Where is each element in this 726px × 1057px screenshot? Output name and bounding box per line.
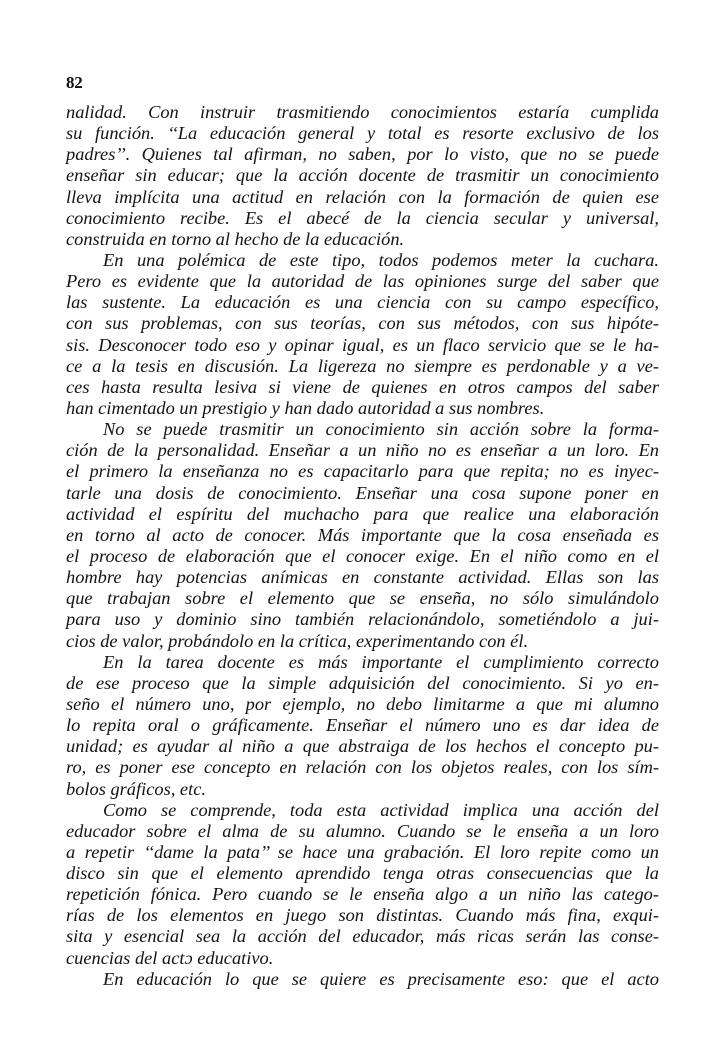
text-line: las sustente. La educación es una ciencia con su campo específico,: [66, 292, 659, 313]
text-line: En la tarea docente es más importante el cumplimiento correcto: [103, 651, 659, 672]
text-line: padres’’. Quienes tal afirman, no saben, por lo visto, que no se puede: [66, 144, 659, 165]
text-line: En una polémica de este tipo, todos podemos meter la cuchara.: [103, 249, 659, 270]
text-line: conocimiento recibe. Es el abecé de la ciencia secular y universal,: [66, 207, 659, 228]
page-number: 82: [66, 73, 83, 92]
text-line: el proceso de elaboración que el conocer exige. En el niño como en el: [66, 545, 659, 566]
text-line: En educación lo que se quiere es precisamente eso: que el acto: [103, 968, 659, 989]
text-line: sis. Desconocer todo eso y opinar igual, es un flaco servicio que se le ha-: [66, 334, 659, 355]
text-line: el primero la enseñanza no es capacitarlo para que repita; no es inyec-: [66, 461, 659, 482]
text-line: Como se comprende, toda esta actividad implica una acción del: [103, 799, 659, 820]
text-line: con sus problemas, con sus teorías, con sus métodos, con sus hipóte-: [66, 313, 659, 334]
text-line: construida en torno al hecho de la educación.: [66, 228, 405, 249]
paragraph-3: [66, 419, 659, 652]
text-line: No se puede trasmitir un conocimiento sin acción sobre la forma-: [103, 419, 659, 440]
text-line: tarle una dosis de conocimiento. Enseñar una cosa supone poner en: [66, 482, 659, 503]
text-line: repetición fónica. Pero cuando se le enseña algo a un niño las catego-: [66, 884, 659, 905]
text-line: ce a la tesis en discusión. La ligereza no siempre es perdonable y a ve-: [66, 355, 659, 376]
text-line: a repetir ‘‘dame la pata’’ se hace una grabación. El loro repite como un: [66, 841, 659, 862]
text-line: bolos gráficos, etc.: [66, 778, 206, 799]
text-line: lleva implícita una actitud en relación con la formación de quien ese: [66, 186, 659, 207]
text-line: cuencias del actɔ educativo.: [66, 947, 274, 968]
text-line: lo repita oral o gráficamente. Enseñar el número uno es dar idea de: [66, 715, 659, 736]
body-text: [66, 102, 659, 990]
text-line: hombre hay potencias anímicas en constante actividad. Ellas son las: [66, 567, 659, 588]
text-line: rías de los elementos en juego son distintas. Cuando más fina, exqui-: [66, 905, 659, 926]
text-line: ces hasta resulta lesiva si viene de quienes en otros campos del saber: [66, 376, 659, 397]
paragraph-6: [66, 969, 659, 990]
paragraph-4: [66, 652, 659, 800]
text-line: seño el número uno, por ejemplo, no debo limitarme a que mi alumno: [66, 693, 659, 714]
text-line: ción de la personalidad. Enseñar a un niño no es enseñar a un loro. En: [66, 440, 659, 461]
text-line: ro, es poner ese concepto en relación con los objetos reales, con los sím-: [66, 757, 659, 778]
paragraph-5: [66, 800, 659, 969]
text-line: disco sin que el elemento aprendido tenga otras consecuencias que la: [66, 863, 659, 884]
text-line: que trabajan sobre el elemento que se enseña, no sólo simulándolo: [66, 588, 659, 609]
text-line: han cimentado un prestigio y han dado autoridad a sus nombres.: [66, 397, 545, 418]
text-line: sita y esencial sea la acción del educador, más ricas serán las conse-: [66, 926, 659, 947]
text-line: para uso y dominio sino también relacionándolo, sometiéndolo a jui-: [66, 609, 659, 630]
text-line: su función. ‘‘La educación general y total es resorte exclusivo de los: [66, 123, 659, 144]
text-line: nalidad. Con instruir trasmitiendo conocimientos estaría cumplida: [66, 102, 659, 122]
text-line: de ese proceso que la simple adquisición del conocimiento. Si yo en-: [66, 672, 659, 693]
text-line: actividad el espíritu del muchacho para que realice una elaboración: [66, 503, 659, 524]
text-line: unidad; es ayudar al niño a que abstraiga de los hechos el concepto pu-: [66, 736, 659, 757]
text-line: enseñar sin educar; que la acción docente de trasmitir un conocimiento: [66, 165, 659, 186]
text-line: en torno al acto de conocer. Más importante que la cosa enseñada es: [66, 524, 659, 545]
text-line: cios de valor, probándolo en la crítica, experimentando con él.: [66, 630, 529, 651]
text-line: Pero es evidente que la autoridad de las opiniones surge del saber que: [66, 271, 659, 292]
text-line: educador sobre el alma de su alumno. Cuando se le enseña a un loro: [66, 820, 659, 841]
paragraph-1: [66, 102, 659, 250]
paragraph-2: [66, 250, 659, 419]
